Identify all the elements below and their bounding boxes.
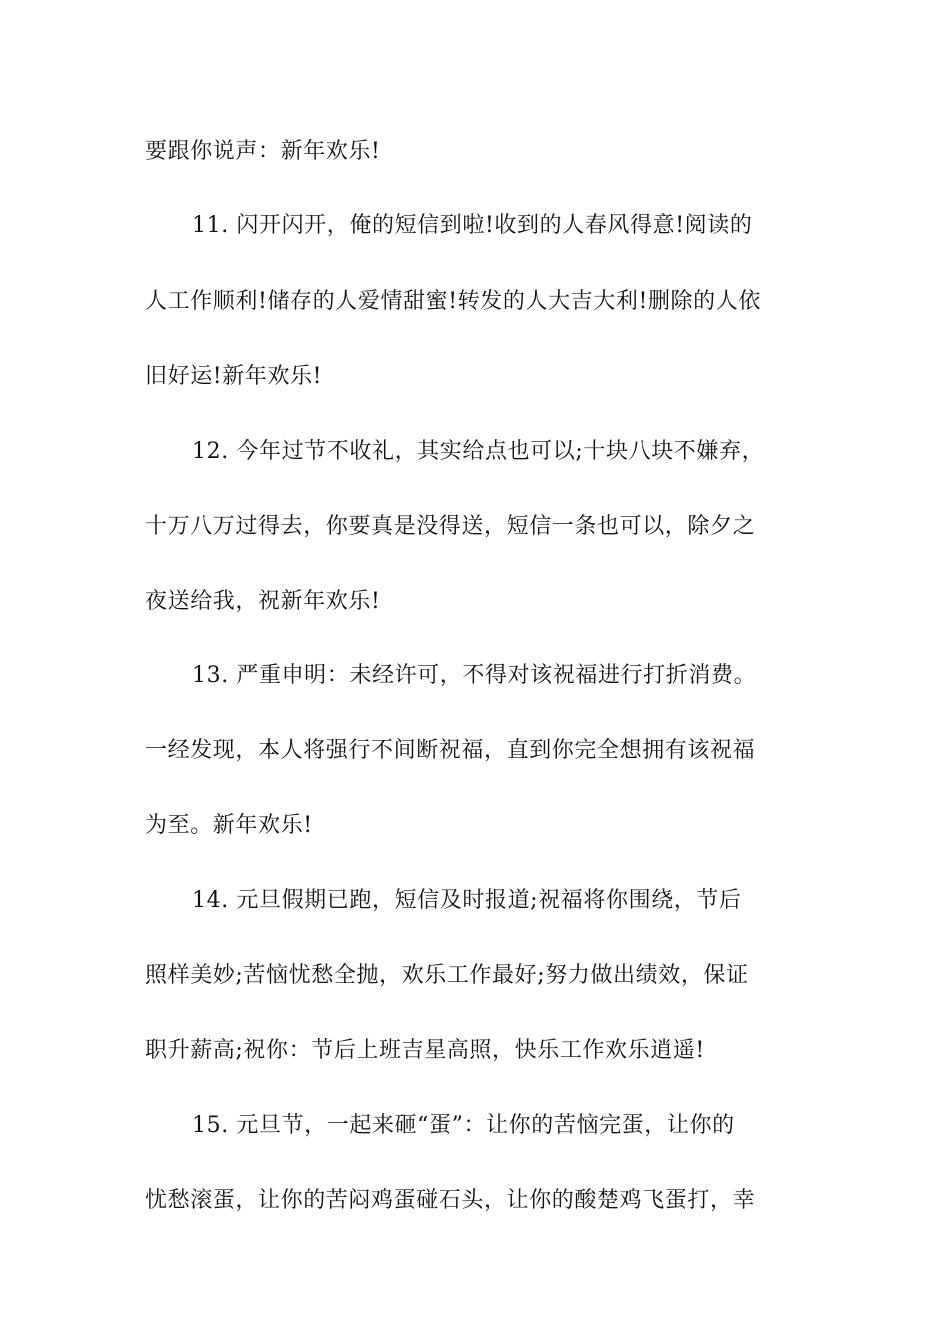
text-line: 为至。新年欢乐! (145, 813, 313, 838)
text-line-item-11: 11. 闪开闪开，俺的短信到啦!收到的人春风得意!阅读的 (192, 213, 753, 238)
text-line: 人工作顺利!储存的人爱情甜蜜!转发的人大吉大利!删除的人依 (145, 289, 761, 314)
text-line: 一经发现，本人将强行不间断祝福，直到你完全想拥有该祝福 (145, 738, 756, 763)
text-line-item-13: 13. 严重申明：未经许可，不得对该祝福进行打折消费。 (192, 663, 757, 688)
text-line-item-15: 15. 元旦节，一起来砸“蛋”：让你的苦恼完蛋，让你的 (192, 1113, 735, 1138)
text-line: 要跟你说声：新年欢乐! (145, 139, 381, 164)
text-line: 夜送给我，祝新年欢乐! (145, 589, 381, 614)
text-line: 忧愁滚蛋，让你的苦闷鸡蛋碰石头，让你的酸楚鸡飞蛋打，幸 (145, 1188, 756, 1213)
text-line-item-14: 14. 元旦假期已跑，短信及时报道;祝福将你围绕，节后 (192, 888, 742, 913)
text-line: 职升薪高;祝你：节后上班吉星高照，快乐工作欢乐逍遥! (145, 1038, 705, 1063)
text-line-item-12: 12. 今年过节不收礼，其实给点也可以;十块八块不嫌弃， (192, 439, 765, 464)
text-line: 旧好运!新年欢乐! (145, 364, 323, 389)
text-line: 十万八万过得去，你要真是没得送，短信一条也可以，除夕之 (145, 514, 756, 539)
text-line: 照样美妙;苦恼忧愁全抛，欢乐工作最好;努力做出绩效，保证 (145, 963, 749, 988)
